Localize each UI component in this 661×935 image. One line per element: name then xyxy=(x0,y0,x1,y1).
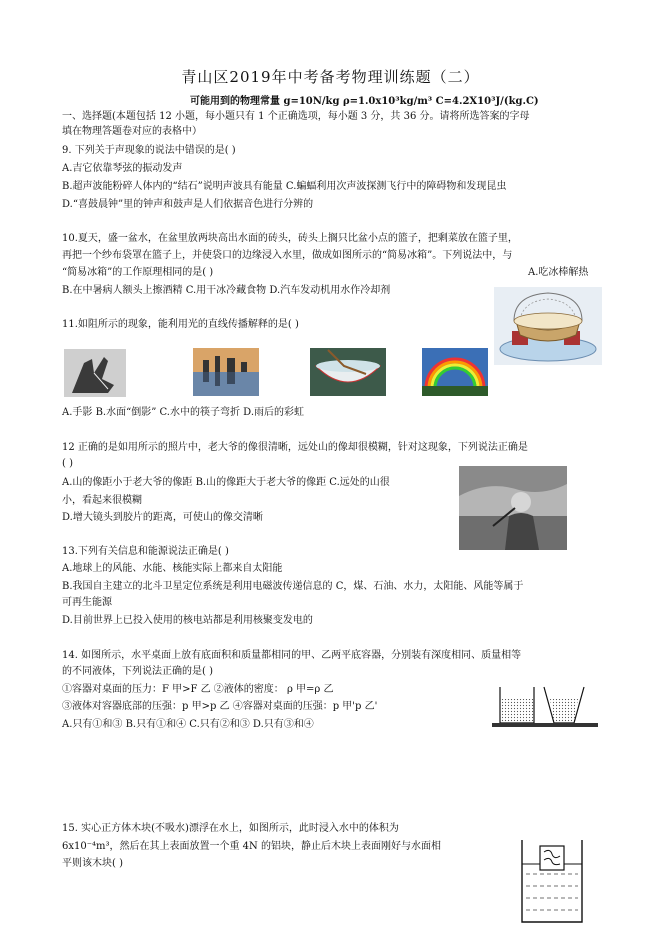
q13-option-bc: B.我国自主建立的北斗卫星定位系统是利用电磁波传递信息的 C，煤、石油、水力，太阳能、风能等属于 xyxy=(62,581,524,592)
q13-option-a: A.地球上的风能、水能、核能实际上都来自太阳能 xyxy=(62,563,283,574)
page-title: 青山区2019年中考备考物理训练题（二） xyxy=(181,68,480,86)
old-man-photo xyxy=(459,466,567,550)
q13-option-d: D.目前世界上已投入使用的核电站都是利用核聚变发电的 xyxy=(62,615,313,626)
q14-options: A.只有①和③ B.只有①和④ C.只有②和③ D.只有③和④ xyxy=(62,719,314,730)
q15-line-1: 15. 实心正方体木块(不吸水)漂浮在水上，如图所示，此时浸入水中的体积为 xyxy=(62,823,399,834)
q13-stem: 13.下列有关信息和能源说法正确是( ) xyxy=(62,546,229,557)
q9-option-a: A.吉它依靠琴弦的振动发声 xyxy=(62,163,183,174)
section-instruction-1: 一、选择题(本题包括 12 小题，每小题只有 1 个正确选项，每小题 3 分，共 36 分。请将所选答案的字母 xyxy=(62,111,530,122)
floating-block-figure xyxy=(520,838,584,924)
q14-statements-1: ①容器对桌面的压力：F 甲>F 乙 ②液体的密度： ρ 甲=ρ 乙 xyxy=(62,684,334,695)
q11-options: A.手影 B.水面“倒影” C.水中的筷子弯折 D.雨后的彩虹 xyxy=(62,407,305,418)
q11-stem: 11.如阻所示的现象，能利用光的直线传播解释的是( ) xyxy=(62,319,299,330)
water-reflection-image xyxy=(193,348,259,396)
q12-option-ab: A.山的像距小于老大爷的像距 B.山的像距大于老大爷的像距 C.远处的山很 xyxy=(62,477,390,488)
bent-chopstick-image xyxy=(310,348,386,396)
q12-option-c-cont: 小，看起来很模糊 xyxy=(62,495,142,506)
q12-line-2: ( ) xyxy=(62,458,73,469)
containers-figure xyxy=(492,683,598,731)
rainbow-image xyxy=(422,348,488,396)
q14-statements-2: ③液体对容器底部的压强：p 甲>p 乙 ④容器对桌面的压强：p 甲'p 乙' xyxy=(62,701,378,712)
q12-line-1: 12 正确的是如用所示的照片中，老大爷的像很清晰，远处山的像却很模糊，针对这现象，下列说法正确是 xyxy=(62,442,528,453)
q10-option-bcd: B.在中暑病人额头上擦酒精 C.用干冰冷藏食物 D.汽车发动机用水作冷却剂 xyxy=(62,285,391,296)
physical-constants: 可能用到的物理常量 g=10N/kg ρ=1.0x10³kg/m³ C=4.2X10³J/(kg.C) xyxy=(190,96,539,107)
q9-option-d: D.“喜鼓晨钟”里的钟声和鼓声是人们依据音色进行分辨的 xyxy=(62,199,314,210)
q12-option-d: D.增大镜头到胶片的距离，可使山的像交清晰 xyxy=(62,512,263,523)
q10-line-3: “简易冰箱”的工作原理相同的是( ) xyxy=(62,267,214,278)
simple-fridge-figure xyxy=(494,287,602,365)
q9-option-bc: B.超声波能粉碎人体内的“结石”说明声波具有能量 C.蝙蝠利用次声波探测飞行中的障碍物和发现昆虫 xyxy=(62,181,507,192)
q15-line-3: 平则该木块( ) xyxy=(62,858,123,869)
q14-line-1: 14. 如图所示，水平桌面上放有底面积和质量都相同的甲、乙两平底容器，分别装有深度相同、质量相等 xyxy=(62,650,522,661)
q10-line-1: 10.夏天，盛一盆水，在盆里放两块高出水面的砖头，砖头上搁只比盆小点的篮子，把剩菜放在篮子里， xyxy=(62,233,518,244)
q13-option-c-cont: 可再生能源 xyxy=(62,597,112,608)
q10-line-2: 再把一个纱布袋罩在篮子上，并使袋口的边缘浸入水里，做成如图所示的“简易冰箱”。下列说法中，与 xyxy=(62,250,513,261)
q9-stem: 9. 下列关于声现象的说法中错误的是( ) xyxy=(62,145,236,156)
q14-line-2: 的不同液体，下列说法正确的是( ) xyxy=(62,666,213,677)
q15-line-2: 6x10⁻⁴m³，然后在其上表面放置一个重 4N 的铝块，静止后木块上表面刚好与水面相 xyxy=(62,841,441,852)
hand-shadow-image xyxy=(64,349,126,397)
q10-option-a: A.吃冰棒解热 xyxy=(528,267,589,278)
section-instruction-2: 填在物理答题卷对应的表格中） xyxy=(62,126,202,137)
